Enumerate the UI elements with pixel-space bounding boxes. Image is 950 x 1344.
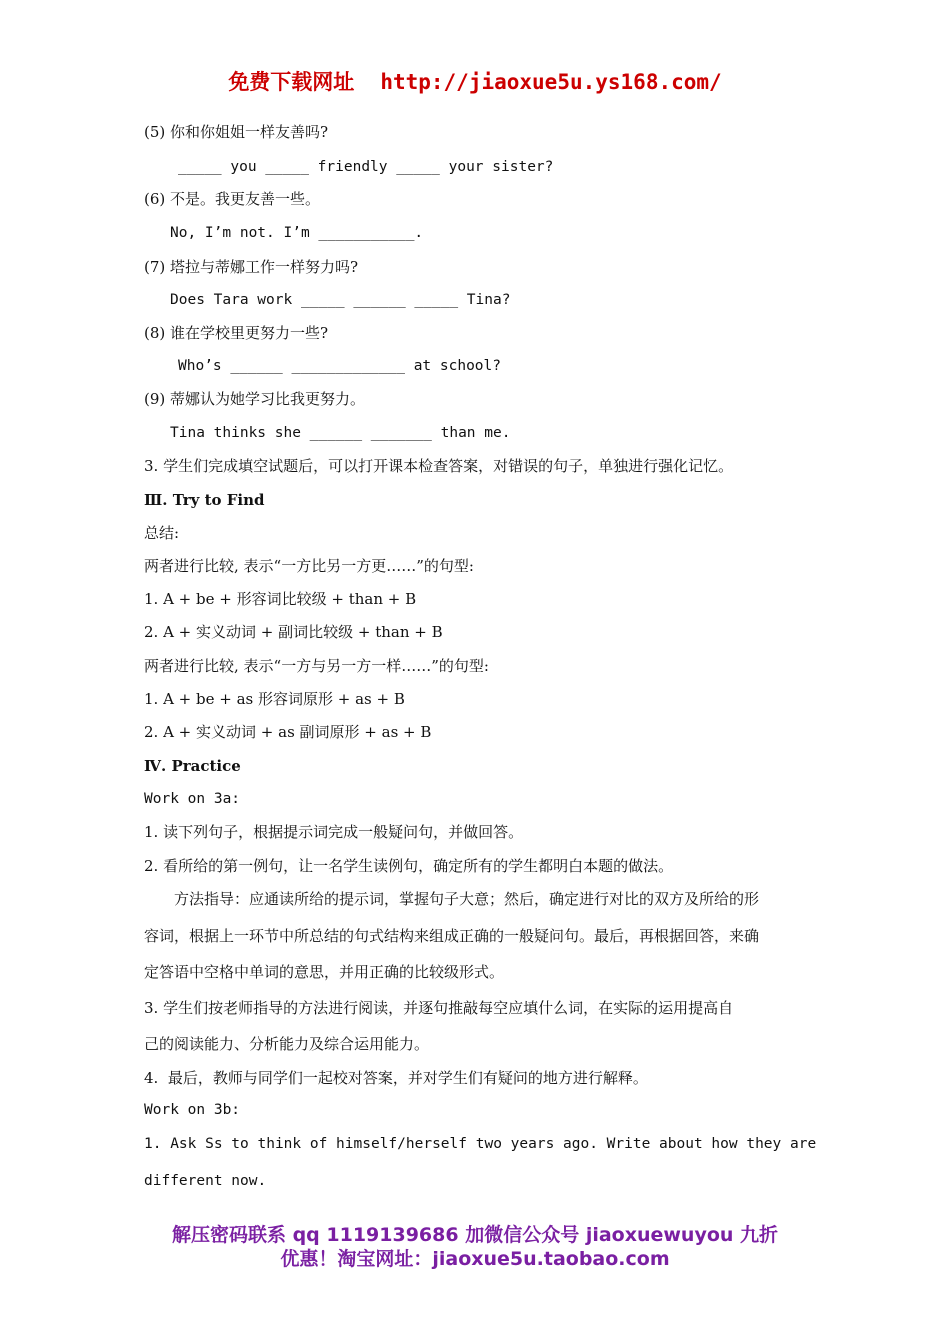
text-line: 两者进行比较, 表示“一方与另一方一样……”的句型: (144, 657, 489, 675)
header-banner (0, 66, 950, 96)
text-line: 己的阅读能力、分析能力及综合运用能力。 (144, 1035, 430, 1053)
header-url[interactable]: http://jiaoxue5u.ys168.com/ (380, 70, 722, 94)
text-line: 3. 学生们按老师指导的方法进行阅读，并逐句推敲每空应填什么词，在实际的运用提高自 (144, 999, 734, 1017)
text-line: _____ you _____ friendly _____ your sister? (178, 159, 554, 175)
footer-line-2: 优惠！淘宝网址：jiaoxue5u.taobao.com (280, 1248, 670, 1270)
text-line: Who’s ______ _____________ at school? (178, 358, 502, 374)
text-line: No, I’m not. I’m ___________. (170, 225, 424, 241)
text-line: 2. A + 实义动词 + 副词比较级 + than + B (144, 623, 443, 641)
header-title: 免费下载网址 (228, 70, 355, 94)
text-line: 1. A + be + 形容词比较级 + than + B (144, 590, 417, 608)
text-line: 总结: (144, 524, 180, 542)
text-line: 2. A + 实义动词 + as 副词原形 + as + B (144, 723, 432, 741)
text-line: 两者进行比较, 表示“一方比另一方更……”的句型: (144, 557, 474, 575)
text-line: 1. Ask Ss to think of himself/herself two years ago. Write about how they are (144, 1136, 817, 1152)
text-line: Tina thinks she ______ _______ than me. (170, 425, 511, 441)
text-line: Work on 3a: (144, 791, 241, 807)
text-line: Work on 3b: (144, 1102, 241, 1118)
text-line: (6) 不是。我更友善一些。 (144, 190, 321, 208)
text-line: 容词，根据上一环节中所总结的句式结构来组成正确的一般疑问句。最后，再根据回答，来确 (144, 927, 760, 945)
text-line: (9) 蒂娜认为她学习比我更努力。 (144, 390, 366, 408)
text-line: 4. 最后，教师与同学们一起校对答案，并对学生们有疑问的地方进行解释。 (144, 1069, 648, 1087)
text-line: 3. 学生们完成填空试题后，可以打开课本检查答案，对错误的句子，单独进行强化记忆。 (144, 457, 734, 475)
section-heading: Ⅳ. Practice (144, 757, 241, 775)
text-line: (8) 谁在学校里更努力一些? (144, 324, 329, 342)
text-line: 2. 看所给的第一例句，让一名学生读例句，确定所有的学生都明白本题的做法。 (144, 857, 674, 875)
footer-line-1: 解压密码联系 qq 1119139686 加微信公众号 jiaoxuewuyou 九折 (171, 1224, 779, 1246)
text-line: 定答语中空格中单词的意思，并用正确的比较级形式。 (144, 963, 505, 981)
section-heading: Ⅲ. Try to Find (144, 491, 265, 509)
text-line: 1. 读下列句子，根据提示词完成一般疑问句，并做回答。 (144, 823, 524, 841)
text-line: (5) 你和你姐姐一样友善吗? (144, 123, 329, 141)
text-line: 1. A + be + as 形容词原形 + as + B (144, 690, 405, 708)
text-line: (7) 塔拉与蒂娜工作一样努力吗? (144, 258, 359, 276)
text-line: Does Tara work _____ ______ _____ Tina? (170, 292, 511, 308)
text-line: different now. (144, 1173, 267, 1189)
text-line: 方法指导：应通读所给的提示词，掌握句子大意；然后，确定进行对比的双方及所给的形 (174, 890, 760, 908)
